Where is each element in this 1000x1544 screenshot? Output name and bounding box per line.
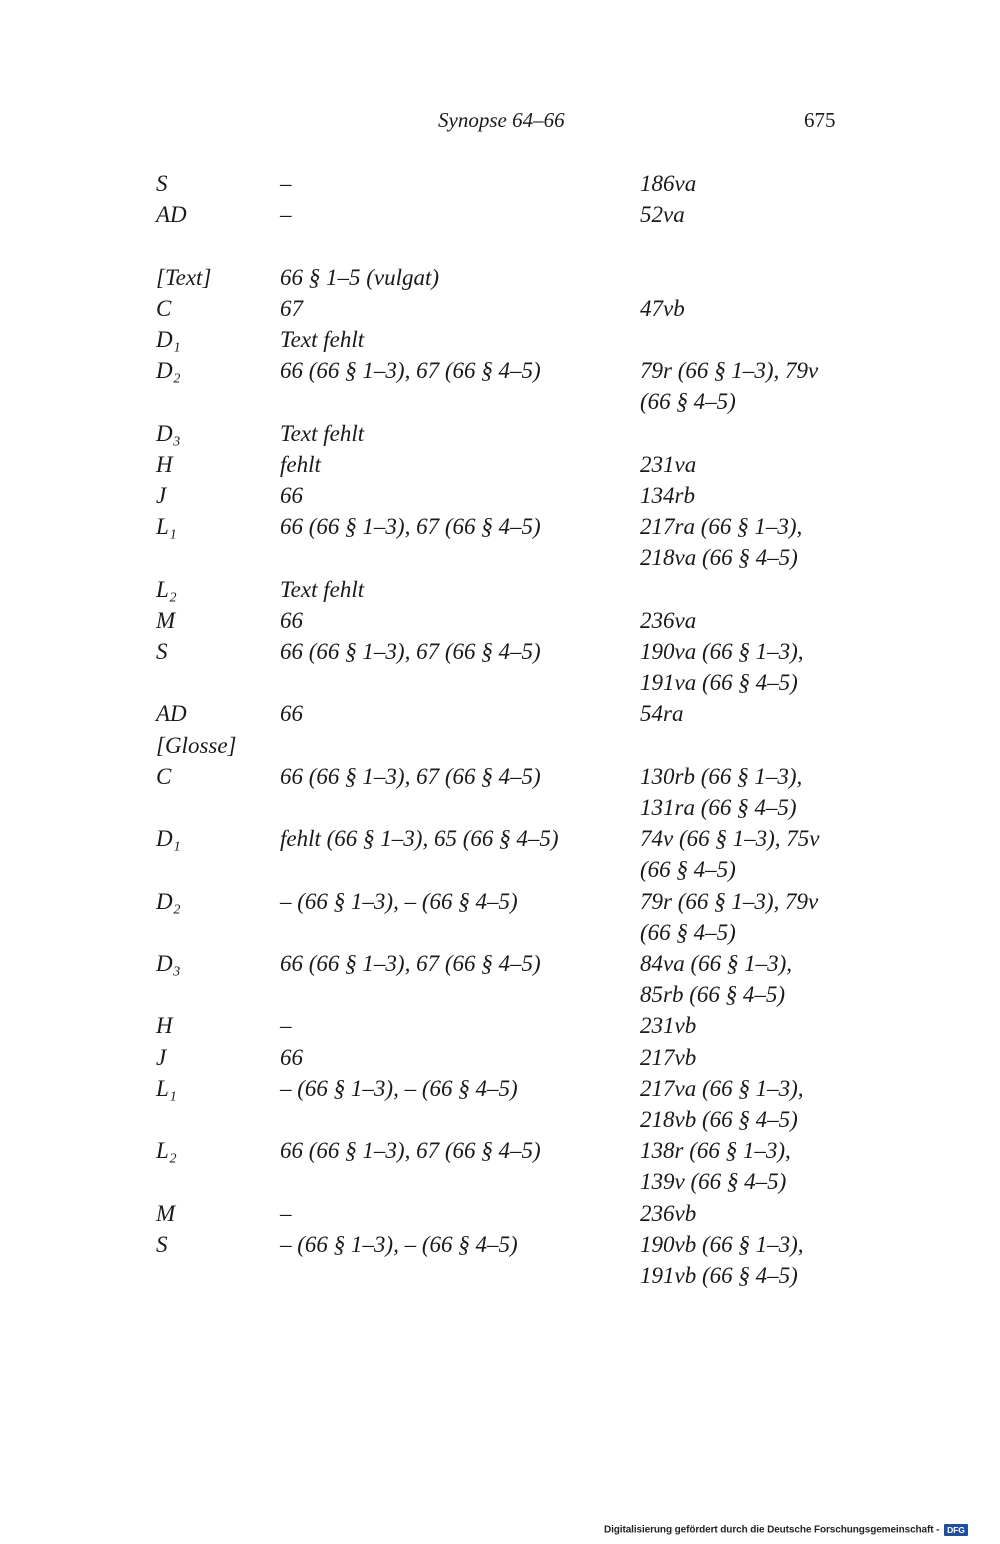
folio-cell: 74v (66 § 1–3), 75v (66 § 4–5) [640, 826, 820, 883]
table-row [0, 293, 1000, 324]
siglum-cell: S [156, 1231, 168, 1257]
folio-cell: 236va [640, 607, 697, 633]
chapter-cell: – [280, 1200, 292, 1226]
table-row [0, 605, 1000, 636]
table-row [0, 574, 1000, 605]
folio-cell: 84va (66 § 1–3), 85rb (66 § 4–5) [640, 950, 793, 1008]
table-row [0, 324, 1000, 355]
siglum-cell: M [156, 1200, 176, 1226]
chapter-cell: Text fehlt [280, 326, 365, 352]
table-row [0, 262, 1000, 293]
folio-cell: 231vb [640, 1013, 697, 1039]
folio-cell: 186va [640, 171, 697, 196]
table-row [0, 730, 1000, 761]
table-row [0, 1198, 1000, 1229]
table-row [0, 480, 1000, 511]
table-row [0, 355, 1000, 417]
siglum-cell: D₂ [156, 888, 181, 914]
folio-cell: 217vb [640, 1044, 697, 1070]
siglum-cell: D₃ [156, 950, 181, 976]
chapter-cell: 66 (66 § 1–3), 67 (66 § 4–5) [280, 1138, 541, 1164]
siglum-cell: J [156, 1044, 167, 1070]
folio-cell: 236vb [640, 1200, 697, 1226]
dfg-logo: DFG [944, 1524, 968, 1536]
chapter-cell: 66 (66 § 1–3), 67 (66 § 4–5) [280, 950, 541, 976]
siglum-cell: H [156, 1013, 173, 1039]
running-head [0, 106, 1000, 138]
folio-cell: 52va [640, 202, 685, 228]
folio-cell [640, 574, 840, 605]
siglum-cell: C [156, 763, 172, 789]
chapter-cell: – [280, 171, 292, 196]
chapter-cell: Text fehlt [280, 420, 365, 446]
chapter-cell: 66 § 1–5 (vulgat) [280, 264, 440, 290]
table-row [0, 1042, 1000, 1073]
siglum-cell: L₁ [156, 514, 177, 540]
chapter-cell: – (66 § 1–3), – (66 § 4–5) [280, 1231, 518, 1257]
siglum-cell: L₂ [156, 1138, 177, 1164]
table-row [0, 1229, 1000, 1291]
page-number: 675 [804, 108, 836, 132]
siglum-cell: M [156, 607, 176, 633]
folio-cell: 217ra (66 § 1–3), 218va (66 § 4–5) [640, 514, 803, 571]
digitization-footer [604, 1524, 968, 1540]
table-row [0, 886, 1000, 948]
chapter-cell: 66 (66 § 1–3), 67 (66 § 4–5) [280, 638, 541, 664]
chapter-cell: – (66 § 1–3), – (66 § 4–5) [280, 888, 518, 914]
table-row [0, 199, 1000, 230]
siglum-cell: [Glosse] [156, 732, 237, 758]
siglum-cell: AD [156, 701, 187, 727]
chapter-cell: – [280, 202, 292, 228]
table-row [0, 418, 1000, 449]
table-row [0, 761, 1000, 823]
siglum-cell: S [156, 638, 168, 664]
siglum-cell: D₁ [156, 826, 181, 852]
table-row [0, 1073, 1000, 1135]
chapter-cell: 67 [280, 295, 303, 321]
folio-cell: 54ra [640, 701, 684, 727]
chapter-cell: fehlt [280, 451, 321, 477]
synopsis-table [0, 168, 1000, 1291]
siglum-cell: L₂ [156, 576, 177, 602]
table-row [0, 168, 1000, 199]
table-row [0, 511, 1000, 573]
siglum-cell: AD [156, 202, 187, 228]
table-row [0, 1010, 1000, 1041]
chapter-cell: – [280, 1013, 292, 1039]
table-spacer [0, 230, 1000, 261]
folio-cell: 79r (66 § 1–3), 79v (66 § 4–5) [640, 358, 819, 415]
footer-text: Digitalisierung gefördert durch die Deutsche Forschungsgemeinschaft - [604, 1524, 940, 1536]
siglum-cell: D₃ [156, 420, 181, 446]
table-row [0, 698, 1000, 729]
table-row [0, 449, 1000, 480]
running-title: Synopse 64–66 [438, 108, 565, 132]
chapter-cell: 66 (66 § 1–3), 67 (66 § 4–5) [280, 514, 541, 540]
chapter-cell: 66 [280, 607, 303, 633]
chapter-cell: 66 [280, 701, 303, 727]
siglum-cell: S [156, 171, 168, 196]
siglum-cell: D₁ [156, 326, 181, 352]
folio-cell: 217va (66 § 1–3), 218vb (66 § 4–5) [640, 1075, 804, 1132]
folio-cell: 79r (66 § 1–3), 79v (66 § 4–5) [640, 888, 819, 945]
chapter-cell: 66 [280, 1044, 303, 1070]
siglum-cell: D₂ [156, 358, 181, 384]
table-row [0, 823, 1000, 885]
chapter-cell: fehlt (66 § 1–3), 65 (66 § 4–5) [280, 826, 559, 852]
siglum-cell: H [156, 451, 173, 477]
folio-cell: 190va (66 § 1–3), 191va (66 § 4–5) [640, 638, 804, 696]
siglum-cell: L₁ [156, 1075, 177, 1101]
siglum-cell: C [156, 295, 172, 321]
folio-cell: 190vb (66 § 1–3), 191vb (66 § 4–5) [640, 1231, 804, 1289]
siglum-cell: [Text] [156, 264, 212, 290]
siglum-cell: J [156, 482, 167, 508]
table-row [0, 948, 1000, 1010]
chapter-cell: 66 (66 § 1–3), 67 (66 § 4–5) [280, 763, 541, 789]
folio-cell: 138r (66 § 1–3), 139v (66 § 4–5) [640, 1138, 791, 1195]
folio-cell: 47vb [640, 295, 685, 321]
table-row [0, 636, 1000, 698]
chapter-cell: Text fehlt [280, 576, 365, 602]
folio-cell [640, 324, 840, 355]
folio-cell: 134rb [640, 482, 695, 508]
chapter-cell: 66 [280, 482, 303, 508]
table-row [0, 1135, 1000, 1197]
folio-cell: 130rb (66 § 1–3), 131ra (66 § 4–5) [640, 763, 803, 820]
folio-cell [640, 418, 840, 449]
folio-cell [640, 730, 840, 761]
folio-cell [640, 262, 840, 293]
chapter-cell: 66 (66 § 1–3), 67 (66 § 4–5) [280, 358, 541, 384]
folio-cell: 231va [640, 451, 697, 477]
chapter-cell: – (66 § 1–3), – (66 § 4–5) [280, 1075, 518, 1101]
